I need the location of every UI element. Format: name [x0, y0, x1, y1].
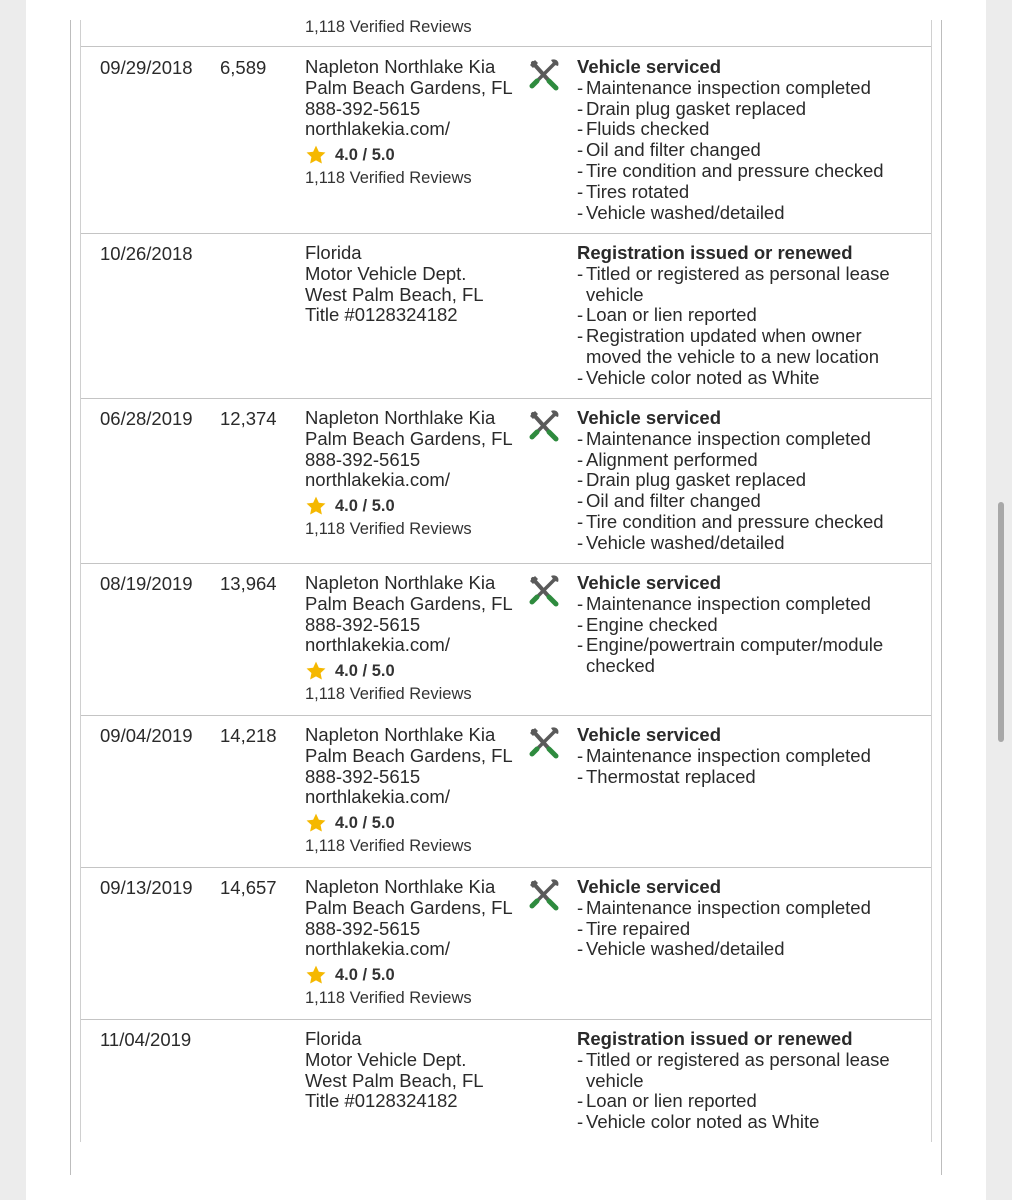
record-date: 09/29/2018 [100, 57, 193, 78]
source-rating [305, 144, 513, 166]
verified-reviews-link[interactable]: 1,118 Verified Reviews [305, 520, 472, 539]
record-date: 06/28/2019 [100, 408, 193, 429]
detail-item: - Tire condition and pressure checked [577, 161, 917, 182]
source-line: Palm Beach Gardens, FL [305, 896, 513, 918]
record-details [577, 243, 917, 389]
record-details [577, 877, 917, 960]
star-icon [305, 660, 327, 682]
verified-reviews-link[interactable]: 1,118 Verified Reviews [305, 169, 472, 188]
record-date: 11/04/2019 [100, 1029, 192, 1050]
record-details [577, 57, 917, 223]
record-source [305, 877, 513, 1009]
record-details [577, 573, 917, 677]
record-details [577, 725, 917, 787]
star-icon [305, 495, 327, 517]
source-line: Napleton Northlake Kia [305, 56, 496, 77]
detail-item: - Maintenance inspection completed [577, 898, 917, 919]
detail-item: - Loan or lien reported [577, 305, 917, 326]
record-mileage: 6,589 [220, 57, 267, 78]
rating-value: 4.0 / 5.0 [335, 813, 395, 832]
row-separator [81, 867, 931, 868]
source-rating [305, 495, 513, 517]
source-rating [305, 812, 513, 834]
detail-item: - Thermostat replaced [577, 767, 917, 788]
verified-reviews-link[interactable]: 1,118 Verified Reviews [305, 837, 472, 856]
record-source [305, 573, 513, 705]
record-date: 09/04/2019 [100, 725, 193, 746]
record-source [305, 725, 513, 857]
source-line: 888-392-5615 [305, 765, 421, 787]
record-mileage: 14,218 [220, 725, 277, 746]
event-heading: Vehicle serviced [577, 407, 721, 428]
detail-item: - Tire condition and pressure checked [577, 512, 917, 533]
detail-item: - Tire repaired [577, 919, 917, 940]
event-heading: Vehicle serviced [577, 724, 721, 745]
record-source [305, 243, 484, 326]
rating-value: 4.0 / 5.0 [335, 145, 395, 164]
source-line: Motor Vehicle Dept. [305, 262, 467, 284]
record-source [305, 1029, 484, 1112]
row-separator [81, 715, 931, 716]
detail-item: - Vehicle washed/detailed [577, 203, 917, 224]
scrollbar-thumb[interactable] [998, 502, 1004, 742]
source-website-link[interactable]: northlakekia.com/ [305, 469, 450, 491]
detail-item: - Registration updated when owner moved the vehicle to a new location [577, 326, 917, 368]
table-border-left [80, 20, 81, 1142]
event-heading: Vehicle serviced [577, 876, 721, 897]
star-icon [305, 144, 327, 166]
detail-item: - Tires rotated [577, 182, 917, 203]
verified-reviews-link[interactable]: 1,118 Verified Reviews [305, 685, 472, 704]
detail-item: - Engine checked [577, 615, 917, 636]
detail-item: - Alignment performed [577, 450, 917, 471]
record-details [577, 1029, 917, 1133]
source-line: Napleton Northlake Kia [305, 407, 496, 428]
source-line: Motor Vehicle Dept. [305, 1048, 467, 1070]
source-line: Florida [305, 242, 362, 263]
source-line: Title #0128324182 [305, 304, 458, 326]
record-date: 09/13/2019 [100, 877, 193, 898]
source-line: Palm Beach Gardens, FL [305, 744, 513, 766]
detail-item: - Vehicle color noted as White [577, 1112, 917, 1133]
wrench-screwdriver-icon [527, 573, 561, 607]
source-line: 888-392-5615 [305, 97, 421, 119]
record-source [305, 408, 513, 540]
source-line: Napleton Northlake Kia [305, 876, 496, 897]
source-website-link[interactable]: northlakekia.com/ [305, 634, 450, 656]
detail-item: - Maintenance inspection completed [577, 429, 917, 450]
detail-item: - Loan or lien reported [577, 1091, 917, 1112]
wrench-screwdriver-icon [527, 57, 561, 91]
source-line: Napleton Northlake Kia [305, 572, 496, 593]
record-mileage: 12,374 [220, 408, 277, 429]
star-icon [305, 812, 327, 834]
verified-reviews-link[interactable]: 1,118 Verified Reviews [305, 989, 472, 1008]
rating-value: 4.0 / 5.0 [335, 496, 395, 515]
detail-item: - Drain plug gasket replaced [577, 470, 917, 491]
source-line: West Palm Beach, FL [305, 283, 484, 305]
row-separator [81, 46, 931, 47]
rating-value: 4.0 / 5.0 [335, 661, 395, 680]
source-line: 888-392-5615 [305, 613, 421, 635]
detail-item: - Fluids checked [577, 119, 917, 140]
partial-row-reviews: 1,118 Verified Reviews [305, 18, 472, 36]
detail-item: - Drain plug gasket replaced [577, 99, 917, 120]
wrench-screwdriver-icon [527, 408, 561, 442]
source-line: Palm Beach Gardens, FL [305, 592, 513, 614]
detail-item: - Titled or registered as personal lease vehicle [577, 264, 917, 306]
source-website-link[interactable]: northlakekia.com/ [305, 786, 450, 808]
detail-item: - Vehicle washed/detailed [577, 939, 917, 960]
page-border-right [941, 20, 942, 1175]
row-separator [81, 563, 931, 564]
source-line: Napleton Northlake Kia [305, 724, 496, 745]
event-heading: Vehicle serviced [577, 56, 721, 77]
event-heading: Registration issued or renewed [577, 242, 853, 263]
source-rating [305, 660, 513, 682]
source-line: West Palm Beach, FL [305, 1069, 484, 1091]
event-heading: Registration issued or renewed [577, 1028, 853, 1049]
source-line: Title #0128324182 [305, 1090, 458, 1112]
source-website-link[interactable]: northlakekia.com/ [305, 118, 450, 140]
detail-item: - Oil and filter changed [577, 140, 917, 161]
detail-item: - Vehicle washed/detailed [577, 533, 917, 554]
source-website-link[interactable]: northlakekia.com/ [305, 938, 450, 960]
detail-item: - Maintenance inspection completed [577, 594, 917, 615]
detail-item: - Oil and filter changed [577, 491, 917, 512]
record-mileage: 14,657 [220, 877, 277, 898]
source-line: Palm Beach Gardens, FL [305, 76, 513, 98]
star-icon [305, 964, 327, 986]
source-line: Florida [305, 1028, 362, 1049]
record-date: 10/26/2018 [100, 243, 193, 264]
wrench-screwdriver-icon [527, 725, 561, 759]
record-date: 08/19/2019 [100, 573, 193, 594]
detail-item: - Engine/powertrain computer/module checked [577, 635, 917, 677]
detail-item: - Maintenance inspection completed [577, 746, 917, 767]
record-source [305, 57, 513, 189]
source-line: 888-392-5615 [305, 448, 421, 470]
source-rating [305, 964, 513, 986]
source-line: Palm Beach Gardens, FL [305, 427, 513, 449]
record-mileage: 13,964 [220, 573, 277, 594]
source-line: 888-392-5615 [305, 917, 421, 939]
rating-value: 4.0 / 5.0 [335, 965, 395, 984]
record-details [577, 408, 917, 554]
row-separator [81, 233, 931, 234]
wrench-screwdriver-icon [527, 877, 561, 911]
detail-item: - Maintenance inspection completed [577, 78, 917, 99]
detail-item: - Titled or registered as personal lease vehicle [577, 1050, 917, 1092]
event-heading: Vehicle serviced [577, 572, 721, 593]
table-border-right [931, 20, 932, 1142]
page-border-left [70, 20, 71, 1175]
detail-item: - Vehicle color noted as White [577, 368, 917, 389]
row-separator [81, 398, 931, 399]
row-separator [81, 1019, 931, 1020]
